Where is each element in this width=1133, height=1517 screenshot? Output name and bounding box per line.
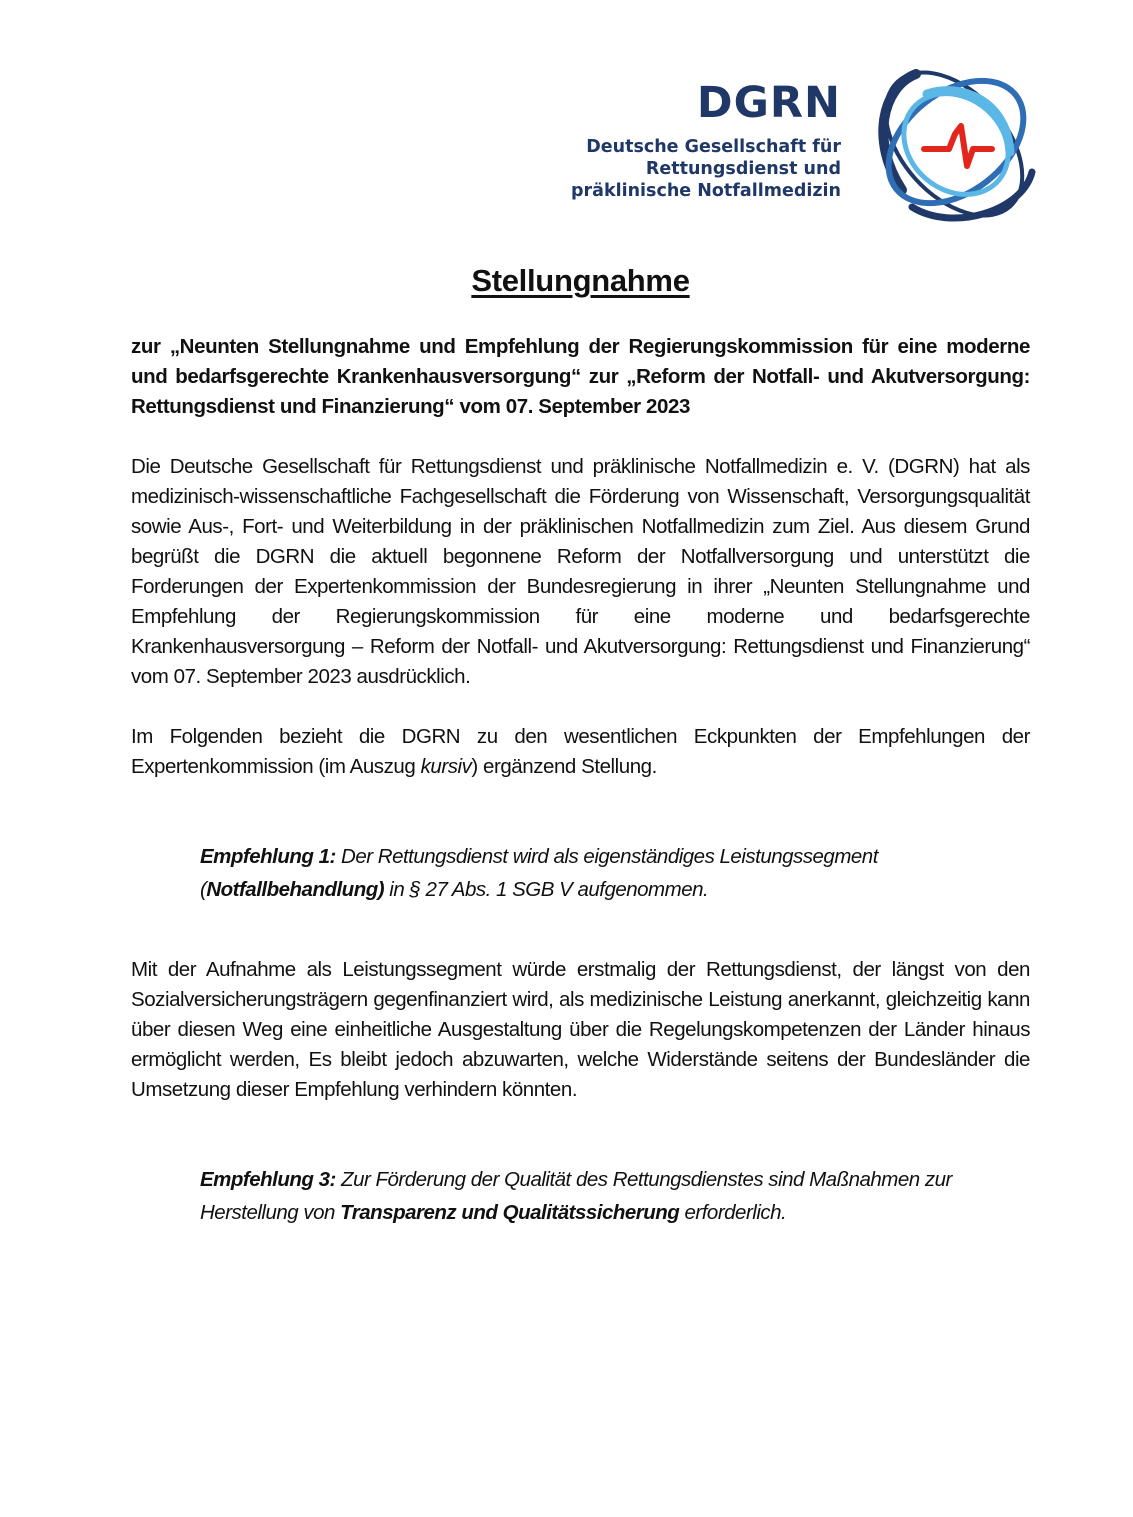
recommendation-quote-3 [200, 1163, 960, 1229]
recommendation-quote-1 [200, 840, 1000, 906]
recommendation-text: erforderlich. [679, 1201, 787, 1224]
logo-line: Rettungsdienst und [645, 159, 841, 179]
scope-text-before: Im Folgenden bezieht die DGRN zu den wesentlichen Eckpunkten der Empfehlungen der Expertenkommission (im Auszug [131, 725, 1030, 778]
document-subtitle: zur „Neunten Stellungnahme und Empfehlung der Regierungskommission für eine moderne und bedarfsgerechte Krankenhausversorgung“ zur „Reform der Notfall- und Akutversorgung: Rettungsdienst und Finanzierung“ vom 07. September 2023 [131, 335, 1030, 418]
recommendation-label: Empfehlung 1: [200, 845, 336, 868]
logo-line: Deutsche Gesellschaft für [586, 137, 841, 157]
logo-abbreviation: DGRN [696, 78, 841, 128]
recommendation-text: Zur Förderung der Qualität des Rettungsdienstes sind Maßnahmen zur Herstellung von [200, 1168, 952, 1224]
intro-paragraph: Die Deutsche Gesellschaft für Rettungsdienst und präklinische Notfallmedizin e. V. (DGRN) hat als medizinisch-wissenschaftliche Fachgesellschaft die Förderung von Wissenschaft, Versorgungsqualität sowie Aus-, Fort- und Weiterbildung in der präklinischen Notfallmedizin zum Ziel. Aus diesem Grund begrüßt die DGRN die aktuell begonnene Reform der Notfallversorgung und unterstützt die Forderungen der Expertenkommission der Bundesregierung in ihrer „Neunten Stellungnahme und Empfehlung der Regierungskommission für eine moderne und bedarfsgerechte Krankenhausversorgung – Reform der Notfall- und Akutversorgung: Rettungsdienst und Finanzierung“ vom 07. September 2023 ausdrücklich. [131, 455, 1030, 688]
scope-text-italic: kursiv [420, 755, 472, 778]
document-title: Stellungnahme [471, 263, 690, 298]
recommendation-bold-term: Notfallbehandlung) [206, 878, 385, 901]
recommendation-label: Empfehlung 3: [200, 1168, 336, 1191]
scope-text-after: ) ergänzend Stellung. [471, 755, 657, 778]
recommendation-text: Der Rettungsdienst wird als eigenständiges Leistungssegment ( [200, 845, 878, 901]
scope-paragraph [131, 722, 1030, 782]
orbit-heartbeat-logo-icon [872, 62, 1037, 224]
recommendation-text: in § 27 Abs. 1 SGB V aufgenommen. [384, 878, 709, 901]
document-body [131, 258, 1030, 1229]
recommendation-bold-term: Transparenz und Qualitätssicherung [340, 1201, 680, 1224]
logo-full-name [571, 136, 841, 202]
logo-line: präklinische Notfallmedizin [571, 181, 841, 201]
commentary-paragraph-1: Mit der Aufnahme als Leistungssegment würde erstmalig der Rettungsdienst, der längst von den Sozialversicherungsträgern gegenfinanziert wird, als medizinische Leistung anerkannt, gleichzeitig kann über diesen Weg eine einheitliche Ausgestaltung über die Regelungskompetenzen der Länder hinaus ermöglicht werden, Es bleibt jedoch abzuwarten, welche Widerstände seitens der Bundesländer die Umsetzung dieser Empfehlung verhindern könnten. [131, 958, 1030, 1101]
logo-wordmark [571, 78, 841, 202]
